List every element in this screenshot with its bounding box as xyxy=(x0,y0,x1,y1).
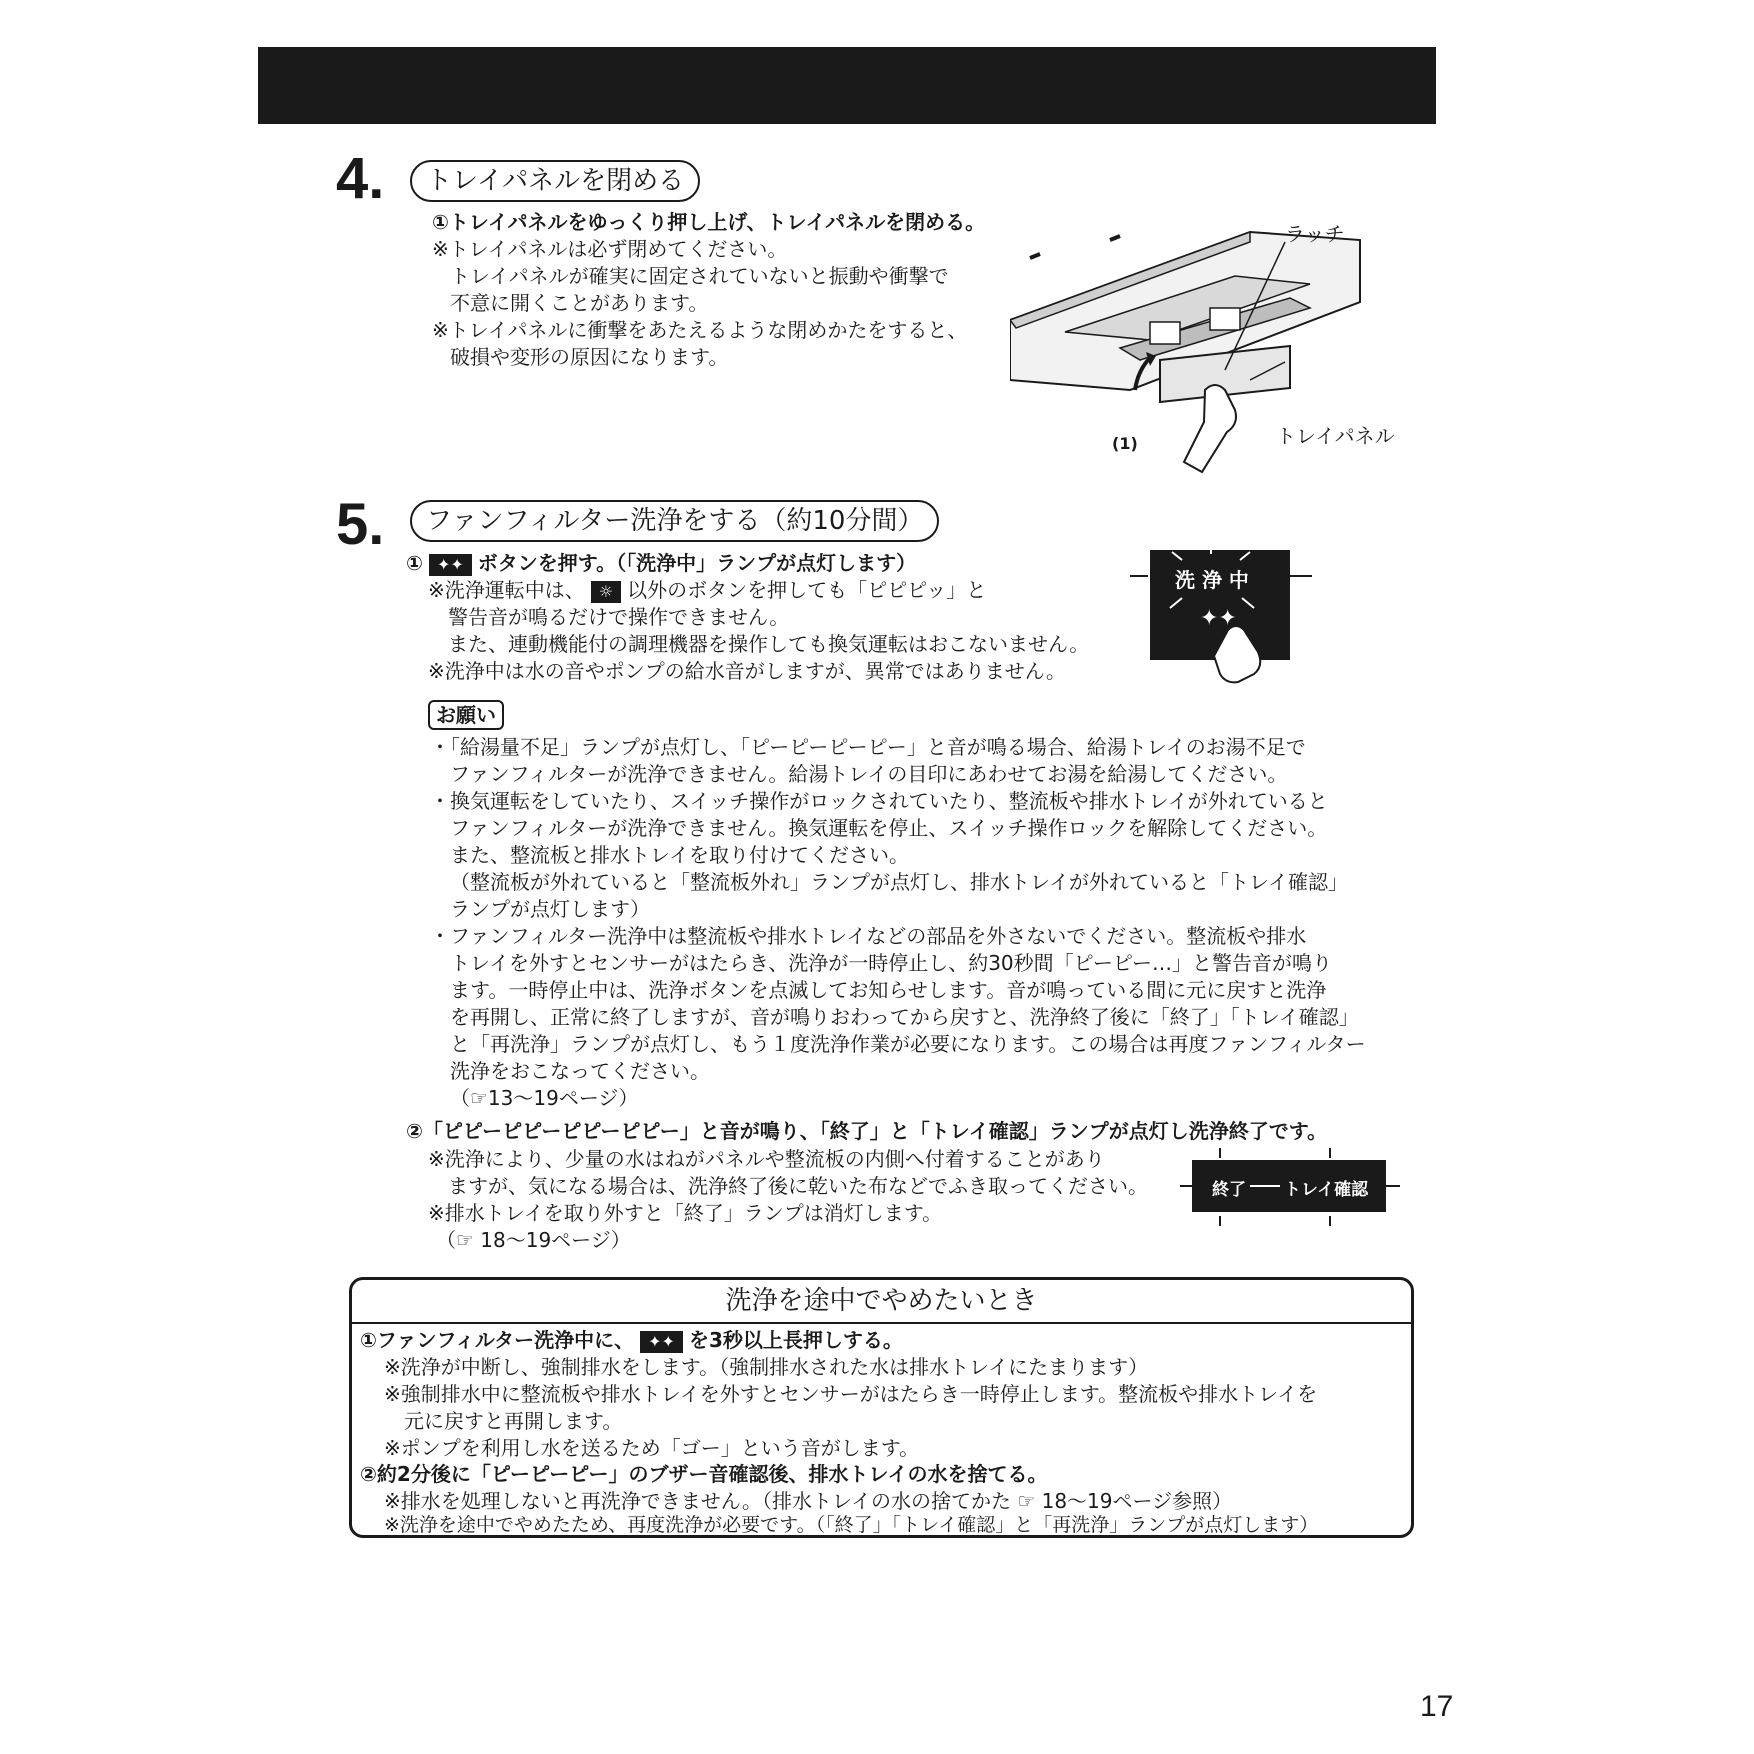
finish-lamp-rays-icon xyxy=(1180,1148,1400,1228)
request-text: ランプが点灯します） xyxy=(450,897,650,921)
request-label: お願い xyxy=(428,700,504,730)
latch-label: ラッチ xyxy=(1285,222,1345,246)
step-5-note: ※洗浄中は水の音やポンプの給水音がしますが、異常ではありません。 xyxy=(428,659,1066,683)
stop-instruction-2: ②約2分後に「ピーピーピー」のブザー音確認後、排水トレイの水を捨てる。 xyxy=(360,1462,1048,1486)
request-text: と「再洗浄」ランプが点灯し、もう１度洗浄作業が必要になります。この場合は再度ファンフィルター xyxy=(450,1032,1366,1056)
finish-lamp-label: 終了 xyxy=(1212,1180,1246,1200)
clean-button-icon: ✦✦ xyxy=(640,1331,683,1353)
step-5-instruction-1 xyxy=(406,550,916,577)
circled-number: ① xyxy=(406,551,423,575)
stop-note: ※排水を処理しないと再洗浄できません。（排水トレイの水の捨てかた ☞ 18～19ページ参照） xyxy=(384,1489,1233,1513)
step-5-title: ファンフィルター洗浄をする（約10分間） xyxy=(410,500,939,542)
step-5-note: ※排水トレイを取り外すと「終了」ランプは消灯します。 xyxy=(428,1201,943,1225)
cleaning-lamp-rays-icon xyxy=(1130,540,1330,690)
stop-note: ※洗浄を途中でやめたため、再度洗浄が必要です。（「終了」「トレイ確認」と「再洗浄」ランプが点灯します） xyxy=(384,1514,1319,1536)
stop-instruction-1 xyxy=(360,1327,903,1354)
range-hood-illustration xyxy=(1010,220,1410,490)
step-4-note: トレイパネルが確実に固定されていないと振動や衝撃で xyxy=(450,264,949,288)
stop-note: ※強制排水中に整流板や排水トレイを外すとセンサーがはたらき一時停止します。整流板や排水トレイを xyxy=(384,1382,1318,1406)
request-text: 洗浄をおこなってください。 xyxy=(450,1059,710,1083)
step-5-instruction-2: ②「ピピーピピーピピーピピー」と音が鳴り、「終了」と「トレイ確認」ランプが点灯し洗浄終了です。 xyxy=(406,1119,1328,1143)
page-reference: （☞ 18～19ページ） xyxy=(436,1228,631,1252)
stop-cleaning-title: 洗浄を途中でやめたいとき xyxy=(352,1280,1411,1324)
step-5-note-pre: ※洗浄運転中は、 xyxy=(428,578,585,602)
svg-text:✦✦: ✦✦ xyxy=(1200,606,1237,631)
request-text: また、整流板と排水トレイを取り付けてください。 xyxy=(450,843,909,867)
request-text: ・「給湯量不足」ランプが点灯し、「ピーピーピーピー」と音が鳴る場合、給湯トレイのお湯不足で xyxy=(430,735,1306,759)
clean-button-icon: ✦✦ xyxy=(429,554,472,576)
tray-panel-label: トレイパネル xyxy=(1276,424,1395,448)
step-4-instruction: ①トレイパネルをゆっくり押し上げ、トレイパネルを閉める。 xyxy=(432,210,986,234)
page-number: 17 xyxy=(1420,1690,1454,1723)
step-5-number: 5. xyxy=(336,492,385,557)
request-text: （整流板が外れていると「整流板外れ」ランプが点灯し、排水トレイが外れていると「トレイ確認」 xyxy=(450,870,1348,894)
step-4-note: ※トレイパネルに衝撃をあたえるような閉めかたをすると、 xyxy=(432,318,968,342)
step-5-note: ますが、気になる場合は、洗浄終了後に乾いた布などでふき取ってください。 xyxy=(448,1174,1148,1198)
step-5-note: また、連動機能付の調理機器を操作しても換気運転はおこないません。 xyxy=(448,632,1090,656)
stop-instruction-1-pre: ①ファンフィルター洗浄中に、 xyxy=(360,1328,635,1352)
request-text: ファンフィルターが洗浄できません。給湯トレイの目印にあわせてお湯を給湯してください。 xyxy=(450,762,1288,786)
arrow-step-label: (1) xyxy=(1112,434,1138,453)
step-5-note: 警告音が鳴るだけで操作できません。 xyxy=(448,605,790,629)
cleaning-lamp-label: 洗 浄 中 xyxy=(1175,568,1249,592)
request-text: を再開し、正常に終了しますが、音が鳴りおわってから戻すと、洗浄終了後に「終了」「トレイ確認」 xyxy=(450,1005,1359,1029)
request-text: ファンフィルターが洗浄できません。換気運転を停止、スイッチ操作ロックを解除してください。 xyxy=(450,816,1328,840)
step-4-number: 4. xyxy=(336,146,385,211)
request-text: ・換気運転をしていたり、スイッチ操作がロックされていたり、整流板や排水トレイが外れていると xyxy=(430,789,1328,813)
stop-note: ※ポンプを利用し水を送るため「ゴー」という音がします。 xyxy=(384,1436,920,1460)
step-4-note: ※トレイパネルは必ず閉めてください。 xyxy=(432,237,788,261)
request-text: トレイを外すとセンサーがはたらき、洗浄が一時停止し、約30秒間「ピーピー…」と警告音が鳴り xyxy=(450,951,1333,975)
step-4-title: トレイパネルを閉める xyxy=(410,160,700,202)
request-text: ・ファンフィルター洗浄中は整流板や排水トレイなどの部品を外さないでください。整流板や排水 xyxy=(430,924,1307,948)
page-reference: （☞13～19ページ） xyxy=(450,1086,639,1110)
light-button-icon: ☼ xyxy=(591,581,621,603)
step-5-note-post: 以外のボタンを押しても「ピピピッ」と xyxy=(627,578,987,602)
tray-check-lamp-label: トレイ確認 xyxy=(1284,1180,1369,1200)
request-text: ます。一時停止中は、洗浄ボタンを点滅してお知らせします。音が鳴っている間に元に戻すと洗浄 xyxy=(450,978,1327,1002)
stop-note: ※洗浄が中断し、強制排水をします。（強制排水された水は排水トレイにたまります） xyxy=(384,1355,1149,1379)
header-bar xyxy=(258,47,1436,124)
stop-note: 元に戻すと再開します。 xyxy=(404,1409,623,1433)
step-5-note xyxy=(428,577,986,604)
step-5-instruction-1-text: ボタンを押す。（「洗浄中」ランプが点灯します） xyxy=(477,551,917,575)
step-5-note: ※洗浄により、少量の水はねがパネルや整流板の内側へ付着することがあり xyxy=(428,1147,1105,1171)
step-4-note: 不意に開くことがあります。 xyxy=(450,291,709,315)
stop-instruction-1-post: を3秒以上長押しする。 xyxy=(688,1328,903,1352)
step-4-note: 破損や変形の原因になります。 xyxy=(450,345,729,369)
